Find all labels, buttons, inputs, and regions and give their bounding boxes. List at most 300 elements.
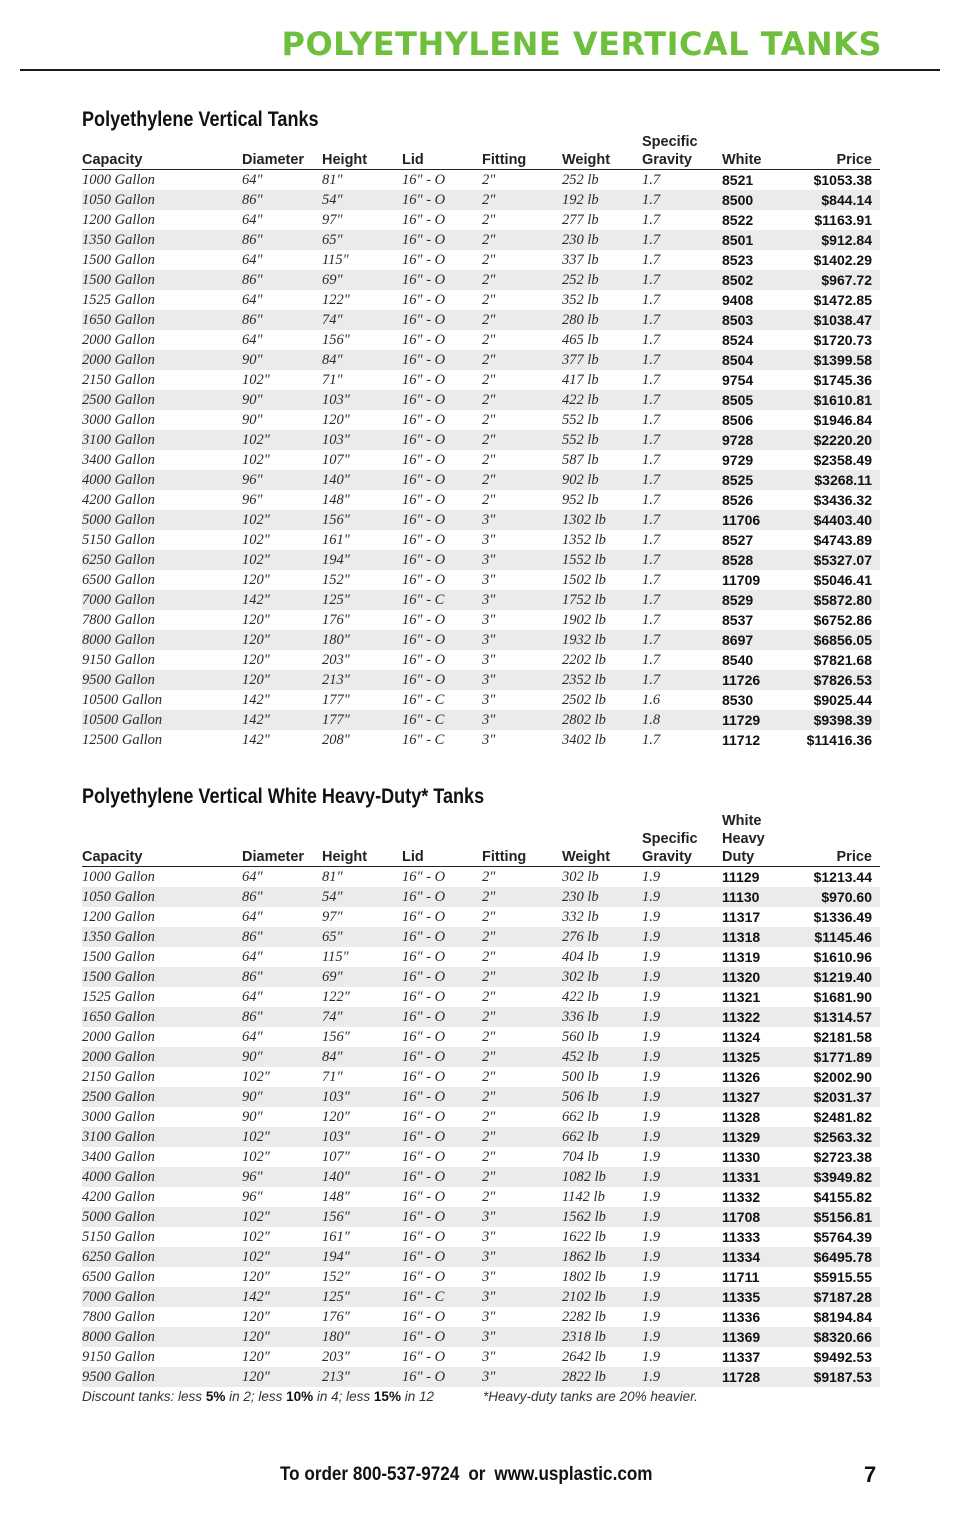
cell-specific-gravity: 1.7 — [642, 472, 661, 488]
cell-height: 81" — [322, 869, 343, 885]
cell-specific-gravity: 1.9 — [642, 949, 661, 965]
discount-pct-3: 15% — [373, 1389, 401, 1404]
cell-height: 103" — [322, 1089, 350, 1105]
cell-price: $5156.81 — [813, 1209, 872, 1225]
cell-height: 176" — [322, 1309, 350, 1325]
cell-specific-gravity: 1.9 — [642, 869, 661, 885]
cell-part-number: 11321 — [722, 989, 761, 1005]
cell-price: $1213.44 — [813, 869, 872, 885]
cell-fitting: 3" — [482, 632, 496, 648]
cell-specific-gravity: 1.7 — [642, 512, 661, 528]
table1-title: Polyethylene Vertical Tanks — [82, 108, 319, 131]
cell-price: $1946.84 — [813, 412, 872, 428]
cell-specific-gravity: 1.7 — [642, 492, 661, 508]
cell-diameter: 90" — [242, 1109, 263, 1125]
cell-lid: 16" - O — [402, 1349, 446, 1365]
cell-fitting: 2" — [482, 1129, 496, 1145]
cell-fitting: 2" — [482, 1169, 496, 1185]
cell-height: 74" — [322, 312, 343, 328]
cell-diameter: 120" — [242, 1329, 270, 1345]
cell-capacity: 10500 Gallon — [82, 692, 163, 708]
cell-fitting: 2" — [482, 492, 496, 508]
cell-part-number: 11708 — [722, 1209, 761, 1225]
cell-fitting: 3" — [482, 1209, 496, 1225]
cell-fitting: 2" — [482, 372, 496, 388]
cell-price: $1610.96 — [813, 949, 872, 965]
cell-capacity: 1050 Gallon — [82, 889, 155, 905]
cell-capacity: 1050 Gallon — [82, 192, 155, 208]
discount-text-3: in 12 — [400, 1389, 434, 1404]
cell-part-number: 8521 — [722, 172, 754, 188]
cell-height: 107" — [322, 452, 350, 468]
page-title: POLYETHYLENE VERTICAL TANKS — [281, 25, 882, 63]
cell-price: $2181.58 — [813, 1029, 872, 1045]
table-row — [82, 210, 880, 230]
cell-capacity: 1525 Gallon — [82, 989, 155, 1005]
cell-height: 103" — [322, 392, 350, 408]
cell-lid: 16" - O — [402, 1129, 446, 1145]
cell-weight: 230 lb — [562, 232, 599, 248]
cell-diameter: 86" — [242, 232, 263, 248]
cell-part-number: 11729 — [722, 712, 761, 728]
cell-weight: 1302 lb — [562, 512, 606, 528]
cell-weight: 1552 lb — [562, 552, 606, 568]
cell-capacity: 2150 Gallon — [82, 372, 155, 388]
cell-height: 120" — [322, 1109, 350, 1125]
cell-fitting: 2" — [482, 472, 496, 488]
cell-lid: 16" - O — [402, 192, 446, 208]
cell-part-number: 11332 — [722, 1189, 761, 1205]
cell-price: $5046.41 — [813, 572, 872, 588]
cell-lid: 16" - O — [402, 1049, 446, 1065]
cell-part-number: 8524 — [722, 332, 754, 348]
cell-price: $8194.84 — [813, 1309, 872, 1325]
cell-price: $9187.53 — [813, 1369, 872, 1385]
cell-fitting: 2" — [482, 1109, 496, 1125]
cell-height: 74" — [322, 1009, 343, 1025]
cell-diameter: 102" — [242, 1069, 270, 1085]
cell-part-number: 8527 — [722, 532, 754, 548]
cell-part-number: 11317 — [722, 909, 761, 925]
cell-diameter: 102" — [242, 1149, 270, 1165]
cell-height: 122" — [322, 292, 350, 308]
cell-lid: 16" - O — [402, 652, 446, 668]
table-row — [82, 887, 880, 907]
cell-price: $1399.58 — [813, 352, 872, 368]
cell-lid: 16" - O — [402, 312, 446, 328]
cell-weight: 332 lb — [562, 909, 599, 925]
cell-capacity: 1200 Gallon — [82, 212, 155, 228]
cell-weight: 2642 lb — [562, 1349, 606, 1365]
cell-weight: 902 lb — [562, 472, 599, 488]
cell-weight: 252 lb — [562, 172, 599, 188]
cell-part-number: 11712 — [722, 732, 761, 748]
discount-pct-1: 5% — [205, 1389, 226, 1404]
cell-weight: 1902 lb — [562, 612, 606, 628]
table-row — [82, 1327, 880, 1347]
cell-weight: 1862 lb — [562, 1249, 606, 1265]
cell-specific-gravity: 1.7 — [642, 332, 661, 348]
col-price: Price — [836, 152, 872, 168]
cell-part-number: 11336 — [722, 1309, 761, 1325]
cell-diameter: 120" — [242, 1309, 270, 1325]
cell-capacity: 10500 Gallon — [82, 712, 163, 728]
cell-part-number: 11319 — [722, 949, 761, 965]
cell-weight: 336 lb — [562, 1009, 599, 1025]
cell-capacity: 3000 Gallon — [82, 1109, 155, 1125]
cell-height: 69" — [322, 272, 343, 288]
cell-fitting: 2" — [482, 172, 496, 188]
cell-diameter: 102" — [242, 1229, 270, 1245]
cell-fitting: 2" — [482, 312, 496, 328]
cell-fitting: 3" — [482, 712, 496, 728]
cell-part-number: 8530 — [722, 692, 754, 708]
table-row — [82, 390, 880, 410]
cell-price: $2031.37 — [813, 1089, 872, 1105]
cell-specific-gravity: 1.9 — [642, 1349, 661, 1365]
cell-part-number: 9728 — [722, 432, 754, 448]
cell-price: $5764.39 — [813, 1229, 872, 1245]
cell-lid: 16" - O — [402, 1069, 446, 1085]
cell-price: $11416.36 — [806, 732, 872, 748]
cell-weight: 337 lb — [562, 252, 599, 268]
cell-fitting: 3" — [482, 1309, 496, 1325]
cell-part-number: 11709 — [722, 572, 761, 588]
col-diameter: Diameter — [242, 152, 305, 168]
cell-price: $9492.53 — [813, 1349, 872, 1365]
cell-capacity: 3100 Gallon — [82, 432, 155, 448]
cell-fitting: 3" — [482, 1269, 496, 1285]
cell-diameter: 120" — [242, 1369, 270, 1385]
table-row — [82, 250, 880, 270]
cell-weight: 1352 lb — [562, 532, 606, 548]
cell-specific-gravity: 1.7 — [642, 172, 661, 188]
cell-price: $2220.20 — [813, 432, 872, 448]
cell-specific-gravity: 1.9 — [642, 1069, 661, 1085]
cell-part-number: 8523 — [722, 252, 754, 268]
cell-capacity: 1500 Gallon — [82, 272, 155, 288]
cell-price: $912.84 — [821, 232, 872, 248]
cell-height: 208" — [322, 732, 350, 748]
cell-price: $2563.32 — [813, 1129, 872, 1145]
cell-height: 156" — [322, 1209, 350, 1225]
cell-specific-gravity: 1.9 — [642, 1269, 661, 1285]
cell-diameter: 86" — [242, 1009, 263, 1025]
cell-diameter: 102" — [242, 552, 270, 568]
table-row — [82, 290, 880, 310]
cell-height: 71" — [322, 1069, 343, 1085]
cell-weight: 422 lb — [562, 989, 599, 1005]
col-capacity: Capacity — [82, 152, 143, 168]
table-row — [82, 947, 880, 967]
cell-capacity: 6500 Gallon — [82, 572, 155, 588]
cell-part-number: 8500 — [722, 192, 754, 208]
discount-note — [82, 1389, 434, 1404]
cell-diameter: 142" — [242, 732, 270, 748]
cell-price: $2723.38 — [813, 1149, 872, 1165]
cell-height: 140" — [322, 472, 350, 488]
cell-part-number: 11728 — [722, 1369, 761, 1385]
cell-price: $1402.29 — [813, 252, 872, 268]
table-row — [82, 530, 880, 550]
table-row — [82, 1207, 880, 1227]
cell-lid: 16" - O — [402, 1029, 446, 1045]
order-phone: To order 800-537-9724 — [280, 1464, 460, 1485]
cell-capacity: 6250 Gallon — [82, 552, 155, 568]
cell-part-number: 11369 — [722, 1329, 761, 1345]
cell-price: $7187.28 — [813, 1289, 872, 1305]
cell-capacity: 1350 Gallon — [82, 232, 155, 248]
cell-part-number: 9408 — [722, 292, 754, 308]
cell-specific-gravity: 1.8 — [642, 712, 661, 728]
cell-price: $3949.82 — [813, 1169, 872, 1185]
cell-specific-gravity: 1.7 — [642, 252, 661, 268]
cell-part-number: 11711 — [722, 1269, 760, 1285]
cell-weight: 252 lb — [562, 272, 599, 288]
table-row — [82, 550, 880, 570]
cell-specific-gravity: 1.9 — [642, 989, 661, 1005]
cell-diameter: 102" — [242, 532, 270, 548]
cell-diameter: 90" — [242, 352, 263, 368]
cell-specific-gravity: 1.9 — [642, 1189, 661, 1205]
cell-lid: 16" - O — [402, 1109, 446, 1125]
cell-diameter: 120" — [242, 1349, 270, 1365]
cell-diameter: 102" — [242, 452, 270, 468]
cell-price: $7821.68 — [813, 652, 872, 668]
cell-height: 107" — [322, 1149, 350, 1165]
cell-lid: 16" - O — [402, 272, 446, 288]
cell-capacity: 3000 Gallon — [82, 412, 155, 428]
cell-diameter: 90" — [242, 1089, 263, 1105]
cell-fitting: 2" — [482, 1009, 496, 1025]
cell-lid: 16" - C — [402, 692, 445, 708]
cell-lid: 16" - O — [402, 672, 446, 688]
cell-diameter: 120" — [242, 632, 270, 648]
cell-specific-gravity: 1.7 — [642, 212, 661, 228]
cell-height: 152" — [322, 572, 350, 588]
cell-diameter: 142" — [242, 712, 270, 728]
cell-specific-gravity: 1.9 — [642, 1289, 661, 1305]
cell-capacity: 3100 Gallon — [82, 1129, 155, 1145]
cell-specific-gravity: 1.7 — [642, 652, 661, 668]
table-row — [82, 590, 880, 610]
cell-price: $6495.78 — [813, 1249, 872, 1265]
cell-part-number: 8525 — [722, 472, 754, 488]
col-weight: Weight — [562, 152, 611, 168]
cell-specific-gravity: 1.7 — [642, 312, 661, 328]
cell-height: 65" — [322, 232, 343, 248]
cell-capacity: 3400 Gallon — [82, 452, 155, 468]
cell-weight: 560 lb — [562, 1029, 599, 1045]
table-row — [82, 690, 880, 710]
cell-height: 122" — [322, 989, 350, 1005]
cell-price: $844.14 — [821, 192, 872, 208]
cell-diameter: 120" — [242, 672, 270, 688]
cell-height: 203" — [322, 1349, 350, 1365]
table-row — [82, 370, 880, 390]
cell-fitting: 2" — [482, 969, 496, 985]
cell-capacity: 7000 Gallon — [82, 1289, 155, 1305]
table-row — [82, 867, 880, 887]
cell-capacity: 9500 Gallon — [82, 1369, 155, 1385]
cell-diameter: 86" — [242, 192, 263, 208]
cell-height: 97" — [322, 212, 343, 228]
cell-price: $1038.47 — [813, 312, 872, 328]
cell-lid: 16" - C — [402, 732, 445, 748]
cell-height: 161" — [322, 532, 350, 548]
cell-lid: 16" - C — [402, 1289, 445, 1305]
cell-diameter: 96" — [242, 492, 263, 508]
cell-weight: 2352 lb — [562, 672, 606, 688]
cell-specific-gravity: 1.9 — [642, 1109, 661, 1125]
table1-header — [82, 133, 880, 170]
cell-lid: 16" - O — [402, 1269, 446, 1285]
cell-fitting: 2" — [482, 1089, 496, 1105]
cell-price: $7826.53 — [813, 672, 872, 688]
cell-price: $6752.86 — [813, 612, 872, 628]
col-specific-gravity: Specific Gravity — [642, 134, 698, 168]
cell-weight: 192 lb — [562, 192, 599, 208]
cell-lid: 16" - O — [402, 1189, 446, 1205]
cell-height: 156" — [322, 512, 350, 528]
cell-part-number: 11330 — [722, 1149, 761, 1165]
cell-lid: 16" - O — [402, 412, 446, 428]
table-row — [82, 987, 880, 1007]
cell-lid: 16" - O — [402, 909, 446, 925]
cell-price: $1472.85 — [813, 292, 872, 308]
cell-specific-gravity: 1.7 — [642, 232, 661, 248]
cell-height: 176" — [322, 612, 350, 628]
page-number: 7 — [864, 1462, 877, 1487]
cell-price: $1336.49 — [813, 909, 872, 925]
table-row — [82, 170, 880, 190]
cell-fitting: 3" — [482, 552, 496, 568]
col-part-number: White Heavy Duty — [722, 813, 765, 865]
cell-fitting: 2" — [482, 232, 496, 248]
cell-lid: 16" - O — [402, 492, 446, 508]
cell-price: $4155.82 — [813, 1189, 872, 1205]
col-height: Height — [322, 152, 368, 168]
table2-header — [82, 810, 880, 867]
cell-lid: 16" - O — [402, 632, 446, 648]
cell-part-number: 11331 — [722, 1169, 761, 1185]
cell-capacity: 8000 Gallon — [82, 632, 155, 648]
cell-height: 120" — [322, 412, 350, 428]
cell-part-number: 11333 — [722, 1229, 761, 1245]
cell-fitting: 2" — [482, 869, 496, 885]
cell-fitting: 3" — [482, 672, 496, 688]
cell-weight: 422 lb — [562, 392, 599, 408]
cell-capacity: 2500 Gallon — [82, 392, 155, 408]
cell-lid: 16" - O — [402, 1149, 446, 1165]
cell-price: $1610.81 — [813, 392, 872, 408]
cell-weight: 377 lb — [562, 352, 599, 368]
cell-diameter: 142" — [242, 692, 270, 708]
cell-weight: 2102 lb — [562, 1289, 606, 1305]
cell-weight: 302 lb — [562, 969, 599, 985]
cell-price: $4403.40 — [813, 512, 872, 528]
cell-specific-gravity: 1.7 — [642, 292, 661, 308]
cell-lid: 16" - O — [402, 1209, 446, 1225]
cell-height: 84" — [322, 1049, 343, 1065]
cell-part-number: 11324 — [722, 1029, 761, 1045]
cell-specific-gravity: 1.7 — [642, 392, 661, 408]
table-row — [82, 1227, 880, 1247]
cell-height: 69" — [322, 969, 343, 985]
cell-capacity: 1350 Gallon — [82, 929, 155, 945]
table-row — [82, 670, 880, 690]
table-row — [82, 1307, 880, 1327]
cell-lid: 16" - O — [402, 949, 446, 965]
cell-height: 213" — [322, 672, 350, 688]
cell-price: $1681.90 — [813, 989, 872, 1005]
cell-height: 103" — [322, 432, 350, 448]
cell-lid: 16" - O — [402, 172, 446, 188]
cell-lid: 16" - C — [402, 592, 445, 608]
cell-specific-gravity: 1.9 — [642, 1129, 661, 1145]
cell-lid: 16" - O — [402, 452, 446, 468]
cell-price: $6856.05 — [813, 632, 872, 648]
cell-specific-gravity: 1.9 — [642, 1309, 661, 1325]
cell-lid: 16" - O — [402, 472, 446, 488]
discount-text-2: in 4; less — [313, 1389, 374, 1404]
cell-weight: 1562 lb — [562, 1209, 606, 1225]
cell-capacity: 2000 Gallon — [82, 352, 155, 368]
cell-specific-gravity: 1.7 — [642, 632, 661, 648]
cell-fitting: 2" — [482, 1149, 496, 1165]
col-fitting: Fitting — [482, 849, 527, 865]
cell-weight: 662 lb — [562, 1109, 599, 1125]
cell-specific-gravity: 1.7 — [642, 452, 661, 468]
cell-fitting: 3" — [482, 1329, 496, 1345]
cell-price: $1219.40 — [813, 969, 872, 985]
cell-weight: 1622 lb — [562, 1229, 606, 1245]
cell-part-number: 11335 — [722, 1289, 761, 1305]
cell-weight: 280 lb — [562, 312, 599, 328]
cell-lid: 16" - O — [402, 332, 446, 348]
cell-capacity: 3400 Gallon — [82, 1149, 155, 1165]
cell-lid: 16" - C — [402, 712, 445, 728]
cell-capacity: 4200 Gallon — [82, 1189, 155, 1205]
cell-fitting: 2" — [482, 929, 496, 945]
cell-part-number: 11130 — [722, 889, 760, 905]
cell-weight: 2802 lb — [562, 712, 606, 728]
cell-diameter: 120" — [242, 652, 270, 668]
cell-part-number: 11706 — [722, 512, 761, 528]
cell-capacity: 1000 Gallon — [82, 869, 155, 885]
cell-price: $8320.66 — [813, 1329, 872, 1345]
table2 — [82, 810, 880, 1387]
cell-fitting: 3" — [482, 1369, 496, 1385]
table-row — [82, 967, 880, 987]
cell-capacity: 7800 Gallon — [82, 612, 155, 628]
cell-diameter: 90" — [242, 392, 263, 408]
cell-weight: 3402 lb — [562, 732, 606, 748]
cell-weight: 704 lb — [562, 1149, 599, 1165]
cell-weight: 662 lb — [562, 1129, 599, 1145]
website-link[interactable]: www.usplastic.com — [494, 1464, 653, 1485]
cell-price: $3436.32 — [813, 492, 872, 508]
cell-weight: 500 lb — [562, 1069, 599, 1085]
table-row — [82, 490, 880, 510]
cell-lid: 16" - O — [402, 252, 446, 268]
cell-specific-gravity: 1.7 — [642, 272, 661, 288]
cell-specific-gravity: 1.9 — [642, 889, 661, 905]
cell-price: $1745.36 — [813, 372, 872, 388]
table-row — [82, 1367, 880, 1387]
cell-capacity: 7000 Gallon — [82, 592, 155, 608]
cell-part-number: 9729 — [722, 452, 754, 468]
